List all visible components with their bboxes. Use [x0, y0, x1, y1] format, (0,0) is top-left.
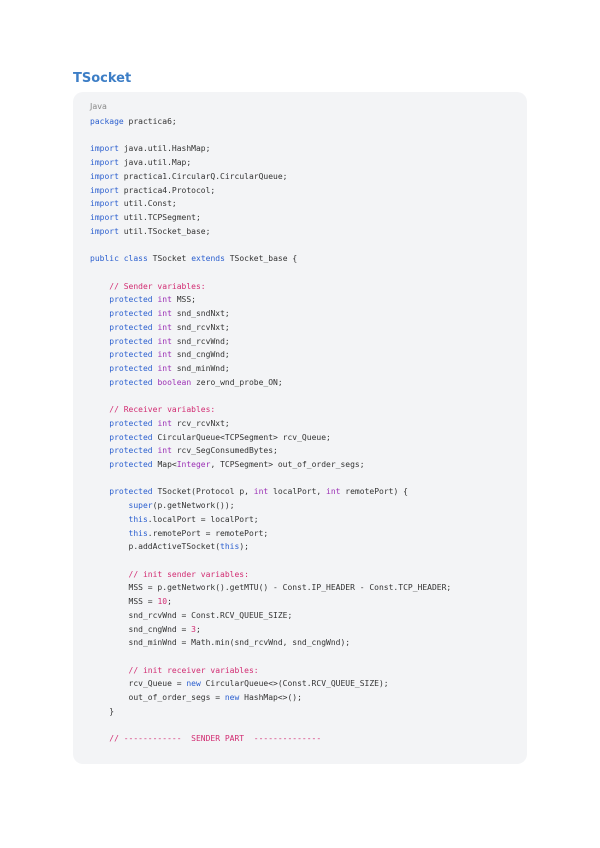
code-token	[90, 323, 109, 332]
code-line	[90, 485, 511, 499]
code-token: MSS =	[90, 597, 158, 607]
code-token: .remotePort = remotePort;	[147, 528, 269, 538]
code-token	[90, 487, 109, 496]
code-token: 3	[191, 624, 196, 634]
document-title: TSocket	[73, 71, 132, 86]
code-line	[90, 636, 511, 650]
code-token: snd_rcvWnd;	[171, 336, 230, 346]
code-token: p.addActiveTSocket(	[90, 542, 221, 552]
code-line	[90, 472, 511, 486]
code-token	[90, 515, 129, 524]
code-token	[90, 282, 109, 291]
code-token: practica6;	[123, 117, 177, 126]
code-token	[90, 529, 129, 538]
code-token: TSocket	[147, 254, 192, 264]
code-token: protected	[109, 459, 153, 469]
code-token: ;	[167, 597, 172, 607]
code-token: int	[157, 418, 172, 428]
code-token: java.util.HashMap;	[118, 144, 211, 154]
code-line	[90, 211, 511, 225]
code-token: util.TCPSegment;	[118, 213, 201, 223]
code-token: public	[90, 254, 119, 264]
code-line	[90, 581, 511, 595]
code-token: practica1.CircularQ.CircularQueue;	[118, 171, 288, 181]
code-line	[90, 376, 511, 390]
code-token	[90, 378, 109, 387]
code-line	[90, 197, 511, 211]
code-token: localPort,	[268, 487, 327, 497]
code-line	[90, 609, 511, 623]
code-line	[90, 252, 511, 266]
code-line	[90, 595, 511, 609]
code-token: CircularQueue<>(Const.RCV_QUEUE_SIZE);	[200, 679, 389, 689]
code-line	[90, 417, 511, 431]
code-token: int	[157, 322, 172, 332]
code-token: this	[128, 528, 148, 538]
code-line	[90, 623, 511, 637]
code-token	[90, 734, 109, 743]
code-token	[90, 364, 109, 373]
code-line	[90, 362, 511, 376]
code-line	[90, 348, 511, 362]
code-line	[90, 403, 511, 417]
code-token: int	[157, 363, 172, 373]
code-token	[90, 570, 129, 579]
code-token: extends	[191, 254, 225, 264]
code-content	[90, 115, 511, 746]
code-token: int	[157, 350, 172, 360]
code-token: rcv_SegConsumedBytes;	[171, 446, 278, 456]
code-token: import	[90, 171, 119, 181]
code-token	[90, 350, 109, 359]
code-token	[90, 460, 109, 469]
code-token: protected	[109, 487, 153, 497]
code-token: TSocket(Protocol p,	[152, 487, 254, 497]
code-token: package	[90, 117, 124, 126]
code-token: protected	[109, 322, 153, 332]
code-token: import	[90, 226, 119, 236]
code-line	[90, 238, 511, 252]
code-token: snd_rcvWnd = Const.RCV_QUEUE_SIZE;	[90, 610, 293, 620]
code-token	[90, 295, 109, 304]
code-token: new	[224, 693, 240, 703]
code-token: protected	[109, 363, 153, 373]
code-line	[90, 170, 511, 184]
code-line	[90, 540, 511, 554]
code-line	[90, 499, 511, 513]
code-token: protected	[109, 350, 153, 360]
code-token: rcv_Queue =	[90, 679, 187, 689]
code-line	[90, 142, 511, 156]
code-token: int	[157, 295, 172, 305]
code-token: remotePort) {	[340, 487, 408, 497]
code-token: zero_wnd_probe_ON;	[191, 377, 283, 387]
code-token: Map<	[152, 459, 177, 469]
code-token: int	[253, 487, 269, 497]
code-token	[90, 405, 109, 414]
code-token: HashMap<>();	[239, 693, 302, 703]
code-token: // init receiver variables:	[128, 665, 259, 675]
code-token: protected	[109, 309, 153, 319]
code-line	[90, 513, 511, 527]
code-token: MSS = p.getNetwork().getMTU() - Const.IP_HEADER - Const.TCP_HEADER;	[90, 583, 452, 593]
code-token: snd_minWnd = Math.min(snd_rcvWnd, snd_cngWnd);	[90, 638, 351, 648]
code-token: // init sender variables:	[128, 569, 249, 579]
code-line	[90, 156, 511, 170]
code-token: class	[123, 254, 148, 264]
code-line	[90, 293, 511, 307]
code-line	[90, 431, 511, 445]
code-token: ;	[195, 624, 201, 634]
code-token: int	[157, 446, 172, 456]
code-token: // Sender variables:	[109, 281, 206, 291]
code-line	[90, 444, 511, 458]
code-language-label: Java	[90, 102, 107, 111]
code-token: MSS;	[171, 295, 196, 305]
code-token: (p.getNetwork());	[152, 501, 235, 511]
code-line	[90, 732, 511, 746]
code-token: int	[326, 487, 341, 497]
code-token: CircularQueue<TCPSegment> rcv_Queue;	[152, 432, 331, 442]
code-line	[90, 691, 511, 705]
code-token	[90, 309, 109, 318]
code-token: rcv_rcvNxt;	[171, 418, 230, 428]
code-line	[90, 705, 511, 719]
code-token	[90, 446, 109, 455]
code-token: protected	[109, 418, 153, 428]
code-token: new	[186, 679, 201, 689]
code-token: );	[239, 542, 249, 552]
code-line	[90, 664, 511, 678]
code-token	[90, 337, 109, 346]
code-token: this	[220, 542, 240, 552]
code-token: snd_rcvNxt;	[171, 322, 230, 332]
code-token: }	[90, 706, 115, 716]
code-token: int	[157, 309, 172, 319]
code-token	[90, 501, 129, 510]
code-line	[90, 225, 511, 239]
code-token: , TCPSegment> out_of_order_segs;	[210, 459, 365, 469]
code-token: // Receiver variables:	[109, 405, 216, 415]
code-token: protected	[109, 432, 153, 442]
code-token: snd_cngWnd =	[90, 624, 192, 634]
code-token	[90, 433, 109, 442]
code-token: .localPort = localPort;	[147, 514, 259, 524]
code-line	[90, 554, 511, 568]
code-token: import	[90, 199, 119, 209]
code-line	[90, 321, 511, 335]
code-line	[90, 307, 511, 321]
code-line	[90, 389, 511, 403]
code-token: snd_sndNxt;	[171, 309, 230, 319]
code-token: int	[157, 336, 172, 346]
code-token: practica4.Protocol;	[118, 185, 216, 195]
code-line	[90, 527, 511, 541]
code-line	[90, 677, 511, 691]
code-line	[90, 719, 511, 733]
code-token: import	[90, 185, 119, 195]
code-token: import	[90, 144, 119, 154]
code-block	[73, 92, 527, 764]
code-token: import	[90, 213, 119, 223]
code-token: util.Const;	[118, 199, 177, 209]
code-token: super	[128, 501, 153, 511]
code-token: Integer	[176, 459, 211, 469]
code-token: protected	[109, 295, 153, 305]
code-token: // ------------ SENDER PART --------------	[109, 734, 322, 744]
code-line	[90, 458, 511, 472]
code-token: boolean	[157, 377, 192, 387]
code-line	[90, 184, 511, 198]
code-line	[90, 266, 511, 280]
code-token: snd_cngWnd;	[171, 350, 230, 360]
code-line	[90, 115, 511, 129]
code-line	[90, 568, 511, 582]
code-line	[90, 335, 511, 349]
code-token: this	[128, 514, 148, 524]
code-token: TSocket_base {	[224, 254, 298, 264]
code-line	[90, 650, 511, 664]
code-token: import	[90, 158, 119, 168]
code-token: snd_minWnd;	[171, 363, 230, 373]
code-token: util.TSocket_base;	[118, 226, 211, 236]
code-token: protected	[109, 336, 153, 346]
code-token: out_of_order_segs =	[90, 693, 225, 703]
code-token: java.util.Map;	[118, 158, 192, 168]
code-token: protected	[109, 377, 153, 387]
code-line	[90, 280, 511, 294]
code-token: 10	[157, 597, 168, 607]
code-token: protected	[109, 446, 153, 456]
code-token	[90, 666, 129, 675]
code-line	[90, 129, 511, 143]
code-token	[90, 419, 109, 428]
